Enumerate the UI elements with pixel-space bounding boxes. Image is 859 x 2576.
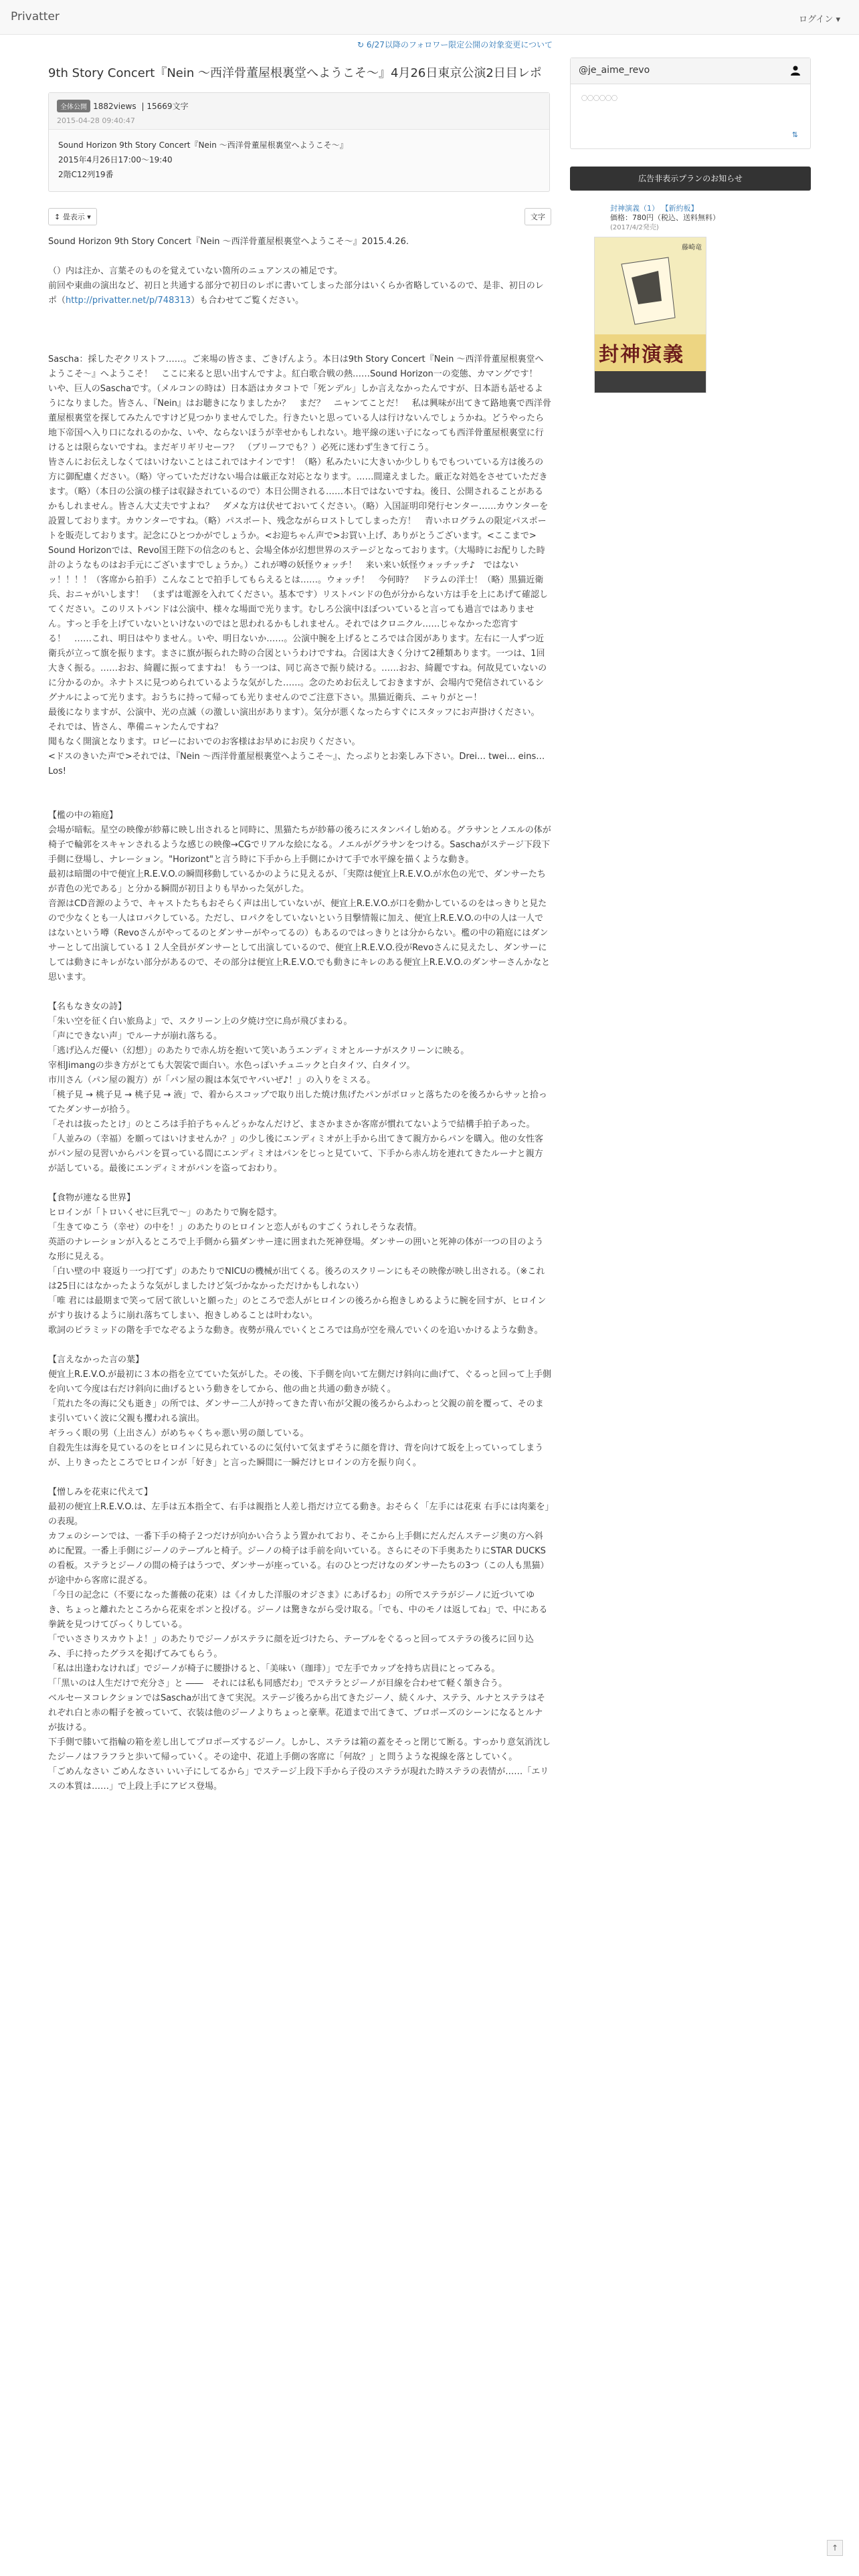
previous-report-link[interactable]: http://privatter.net/p/748313 [66,296,191,306]
post-title: 9th Story Concert『Nein 〜西洋骨董屋根裏堂へようこそ〜』4月26日東京公演2日目レポ [48,66,542,80]
summary-line: Sound Horizon 9th Story Concert『Nein 〜西洋骨董屋根裏堂へようこそ〜』 [58,140,348,150]
book-ad [610,204,811,233]
username[interactable]: @je_aime_revo [579,65,650,76]
intro-line: Sound Horizon 9th Story Concert『Nein 〜西洋骨董屋根裏堂へようこそ〜』2015.4.26. [48,237,409,247]
post-body [48,235,551,1794]
post-summary [49,130,549,191]
visibility-badge: 全体公開 [57,100,90,112]
post-meta [49,93,549,130]
post-toolbar [48,208,551,225]
main-content [48,64,551,1794]
ad-free-plan-button[interactable]: 広告非表示プランのお知らせ [570,167,811,191]
book-edition-link[interactable]: 【新約板】 [661,204,698,213]
book-cover-art [595,237,706,393]
user-icon [790,65,801,76]
book-price: 価格：780円（税込、送料無料） [610,213,720,222]
paragraph: 【檻の中の箱庭】 会場が暗転。星空の映像が紗幕に映し出されると同時に、黒猫たちが紗幕の後ろにスタンバイし始める。グラサンとノエルの体が椅子で輪郭をスキャンされるような感じの映像→CGでリアルな絵になる。ノエルがグラサンをつける。Saschaがステージ下段下手側に登場し、ナレーション。"Horizont"と言う時に下手から上手側にかけて手で水平線を描くような動き。 最初は暗闇の中で便宜上R.E.V.O.の瞬間移動しているかのように見えるが、「実際は便宜上R.E.V.O.が水色の光で、ダンサーたちが青色の光である」と分かる瞬間が初日よりも早かった気がした。 音源はCD音源のようで、キャストたちもおそらく声は出していないが、便宜上R.E.V.O.が口を動かしているのをはっきりと見たので少なくとも一人はロパクしている。ただし、ロパクをしていないという目撃情報に加え、便宜上R.E.V.O.の中の人は一人ではないという噂（Revoさんがやってるのとダンサーがやってるの）もあるのではっきりとは分からない。檻の中の箱庭にはダンサーとして出演している１２人全員がダンサーとして出演しているので、便宜上R.E.V.O.役がRevoさんに見えたし、ダンサーにしては動きにキレがない部分があるので、その部分は便宜上R.E.V.O.でも動きにキレのある便宜上R.E.V.O.のダンサーさんかなと思います。 [48,811,551,982]
notice-link[interactable]: ↻ 6/27以降のフォロワー限定公開の対象変更について [357,40,553,49]
post-info-box [48,92,550,192]
cover-author: 藤崎竜 [682,244,702,251]
profile-header [571,58,810,84]
summary-line: 2階C12列19番 [58,170,114,179]
paragraph [48,264,551,308]
text-size-button[interactable]: 文字 [524,208,551,225]
paragraph: Sascha：採したぞクリストフ……。ご来場の皆さま、ごきげんよう。本日は9th Story Concert『Nein 〜西洋骨董屋根裏堂へようこそ〜』へようこそ！ ここに来ると思い出すんですよ。紅白歌合戦の熱……Sound Horizon一の変態、カマングです！ いや、巨人のSaschaです。（メルコンの時は）日本語はカタコトで「死ンデル」しか言えなかったんですが、日本語も話せるようになりました。皆さん、『Nein』はお聴きになりましたか？ まだ？ ニャンてことだ！ 私は興味が出てきて路地裏で西洋骨董屋根裏堂を探してみたんですけど見つかりませんでした。行きたいと思っている人は行けないんでしょうかね。どうやったら地下帝国へ入り口になれるのかな、いや、ならないほうが幸せかもしれない。地平線の迷い子になっても西洋骨董屋根裏堂に行けるとは限らないですね。まだギリギリセーフ？ （ブリーフでも？）必死に迷わず生きて行こう。 皆さんにお伝えしなくてはいけないことはこれではナインです！（略）私みたいに大きいか少しりもでもついている方は後ろの方に御配慮ください。（略）守っていただけない場合は厳正な対応となります。……間違えました。厳正な対処をさせていただきます。（略）（本日の公演の様子は収録されているので）本日公開される……本日ではないですね。後日、公開されることがあるかもしれません。皆さん大丈夫ですよね？ ダメな方は伏せておいてください。（略）入国証明印発行センター……カウンターを設置しております。カウンターですね。（略）パスポート、残念ながらロストしてしまった方！ 青いホログラムの限定パスポートを販売しております。記念にひとつかがでしょうか。<お迎ちゃん声で>お買い上げ、ありがとうございます。<ここまで> Sound Horizonでは、Revo国王陛下の信念のもと、会場全体が幻想世界のステージとなっております。（大場時にお配りした時計のようなものはお手元にございますでしょうか。）これが噂の妖怪ウォッチ！ 来い来い妖怪ウォッチッチ♪ ではないッ！！！！（客席から拍手）こんなことで拍手してもらえるとは……。ウォッチ！ 今何時？ ドラムの洋士！（略）黒猫近衛兵、おニャがいします！ （まずは電源を入れてください。基本です）リストバンドの色が分からない方は手を上にあげて確認してください。このリストバンドは公演中、様々な場面で光ります。むしろ公演中ほぼついていると言っても過言ではありません。すっと手を上げていないといけないのではと思われるかもしれません。それではクロニクル……じゃなかった恋宵する！ ……これ、明日はやりません。いや、明日ないか……。公演中腕を上げるところでは合図があります。左右に一人ずつ近衛兵が立って旗を振ります。まさに旗が振られた時の合図というわけですね。合図は大きく分けて2種類あります。一つは、1回大きく振る。……おお、綺麗に振ってますね！ もう一つは、同じ高さで振り続ける。……おお、綺麗ですね。何故見ていないのに分かるのか。ネナトスに見つめられているような気がした……。念のためお伝えしておきますが、会場内で発信されているシグナルによって光ります。おうちに持って帰っても光りませんのでご注意下さい。黒猫近衛兵、ニャりがとー！ 最後になりますが、公演中、光の点滅（の激しい演出があります）。気分が悪くなったらすぐにスタッフにお声掛けください。 それでは、皆さん、準備ニャンたんですね？ 聞もなく開演となります。ロビーにおいでのお客様はお早めにお戻りください。 <ドスのきいた声で>それでは、『Nein 〜西洋骨董屋根裏堂へようこそ〜』、たっぷりとお楽しみ下さい。Drei… twei… eins… Los! [48,354,551,776]
post-date: 2015-04-28 09:40:47 [57,116,135,125]
paragraph: 【食物が連なる世界】 ヒロインが「トロいくせに巨乳で〜」のあたりで胸を隠す。 「生きてゆこう（幸せ）の中を！」のあたりのヒロインと恋人がものすごくうれしそうな表情。 英語のナレーションが入るところで上手側から猫ダンサー達に囲まれた死神登場。ダンサーの囲いと死神の体が一つの目のような形に見える。 「白い壁の中 寝返り一つ打てず」のあたりでNICUの機械が出てくる。後ろのスクリーンにもその映像が映し出される。（※これは25日にはなかったような気がしましたけど気づかなかっただけかもしれない） 「唯 君には最期まで笑って居て欲しいと願った」のところで恋人がヒロインの後ろから抱きしめるように腕を回すが、ヒロインがすり抜けるように崩れ落ちてしまい、抱きしめることは叶わない。 歌詞のピラミッドの階を手でなぞるような動き。夜勢が飛んでいくところでは鳥が空を飛んでいくのを追いかけるような動き。 [48,1193,547,1335]
book-cover-image[interactable] [594,237,706,393]
summary-line: 2015年4月26日17:00〜19:40 [58,155,173,165]
paragraph: 【言えなかった言の葉】 便宜上R.E.V.O.が最初に３本の指を立てていた気がした。その後、下手側を向いて左側だけ斜向に曲げて、ぐるっと回って上手側を向いて今度は右だけ斜向に曲げるという動きをしてから、他の曲と共通の動きが続く。 「荒れた冬の海に父も逝き」の所では、ダンサー二人が持ってきた青い布が父親の後ろからふわっと父親の前を覆って、そのまま引いていく波に父親も攫われる演出。 ギラっく眼の男（上出さん）がめちゃくちゃ悪い男の顔している。 自殺先生は海を見ているのをヒロインに見られているのに気付いて気まずそうに顔を背け、背を向けて坂を上っていってしまうが、上りきったところでヒロインが「好き」と言った瞬間に一瞬だけヒロインの方を振り向く。 [48,1355,551,1468]
paragraph-text: ）も合わせてご覧ください。 [191,296,304,306]
top-navbar [0,0,859,35]
book-title-link[interactable]: 封神演義（1） [610,204,659,213]
fold-display-button[interactable]: ↕ 畳表示 ▾ [48,208,97,225]
paragraph: 【憎しみを花束に代えて】 最初の便宜上R.E.V.O.は、左手は五本指全て、右手は親指と人差し指だけ立てる動き。おそらく「左手には花束 右手には肉薬を」の表現。 カフェのシーンでは、一番下手の椅子２つだけが向かい合うよう置かれており、そこから上手側にだんだんステージ奥の方へ斜めに配置。一番上手側にジーノのテーブルと椅子。ジーノの椅子は手前を向いている。さらにその下手奥あたりにSTAR DUCKSの看板。ステラとジーノの間の椅子はうつで、ダンサーが座っている。右のひとつだけなのダンサーたちの3つ（この人も黒猫）が途中から客席に混ざる。 「今日の記念に（不要になった薔薇の花束）は《イカした洋服のオジさま》にあげるわ」の所でステラがジーノに近づいてゆき、ちょっと離れたところから花束をポンと投げる。ジーノは驚きながら受け取る。「でも、中のモノは返してね」で、中にある拳銃を見つけてびっくりしている。 「でいささりスカウトよ！」のあたりでジーノがステラに顔を近づけたら、テーブルをぐるっと回ってステラの後ろに回り込み、手に持ったグラスを掲げてみてもらう。 「私は出逢わなければ」でジーノが椅子に腰掛けると、「美味い（珈琲）」で左手でカップを持ち店員にとってみる。 「「黒いのは人生だけで充分さ」と ―― それには私も同感だわ」でステラとジーノが目線を合わせて軽く頷き合う。 ベルセーヌコレクションではSaschaが出てきて実況。ステージ後ろから出てきたジーノ、続くルナ、ステラ、ルナとステラはそれぞれ白と赤の帽子を被っていて、衣装は他のジーノよりちょっと豪華。花道まで出てきて、プロポーズのシーンになるとルナが抜ける。 下手側で膝いて指輪の箱を差し出してプロポーズするジーノ。しかし、ステラは箱の蓋をそっと閉じて断る。すっかり意気消沈したジーノはフラフラと歩いて帰っていく。その途中、花道上手側の客席に「何故？」と問うような視線を落としていく。 「ごめんなさい ごめんなさい いい子にしてるから」でステージ上段下手から子役のステラが現れた時ステラの表情が……「エリスの本質は……」で上段上手にアビス登場。 [48,1487,551,1792]
profile-card [570,58,811,149]
site-brand-link[interactable]: Privatter [11,10,60,23]
paragraph: 【名もなき女の詩】 「朱い空を征く白い旅鳥よ」で、スクリーン上の夕焼け空に鳥が飛びまわる。 「声にできない声」でルーナが崩れ落ちる。 「逃げ込んだ優い（幻想）」のあたりで赤ん坊を抱いて笑いあうエンディミオとルーナがスクリーンに映る。 宰相Jimangの歩き方がとても大袈裟で面白い。水色っぽいチュニックと白タイツ、白タイツ。 市川さん（パン屋の親方）が「パン屋の親は本気でヤバいぜ♪！」の入りをミスる。 「桃子見 → 桃子見 → 桃子見 → 液」で、着からスコップで取り出した焼け焦げたパンがポロッと落ちたのを後ろからサッと拾ってたダンサーが拾う。 「それは抜ったとけ」のところは手拍子ちゃんどぅかなんだけど、まさかまさか客席が慣れてないようで結構手拍子あった。 「人並みの（幸福）を願ってはいけませんか？」の少し後にエンディミオが上手から出てきて親方からパンを購入。他の女性客がパン屋の見習いからパンを買っている間にエンディミオはパンをじっと見ていて、下手から赤ん坊を連れてきたルーナと親方が話している。最後にエンディミオがパンを盗っておわり。 [48,1002,547,1174]
sidebar [570,58,811,393]
book-date: (2017/4/2発売) [610,224,659,231]
char-count: | 15669文字 [138,102,189,111]
char-count-text: 15669文字 [147,102,189,111]
profile-body [571,84,810,148]
views-count: 1882views [93,102,136,111]
login-dropdown[interactable]: ログイン ▾ [798,15,840,25]
paragraph-text: （）内は注か、言葉そのものを覚えていない箇所のニュアンスの補足です。 前回や東曲の演出など、初日と共通する部分で初日のレポに書いてしまった部分はいくらか省略しているので、是非、初日のレポ（ [48,266,544,306]
scroll-to-top-button[interactable]: ↑ [827,2540,843,2556]
cover-title: 封神演義 [599,343,684,366]
expand-icon[interactable]: ⇅ [791,130,798,139]
profile-text: 〇〇〇〇〇〇 [581,96,618,102]
